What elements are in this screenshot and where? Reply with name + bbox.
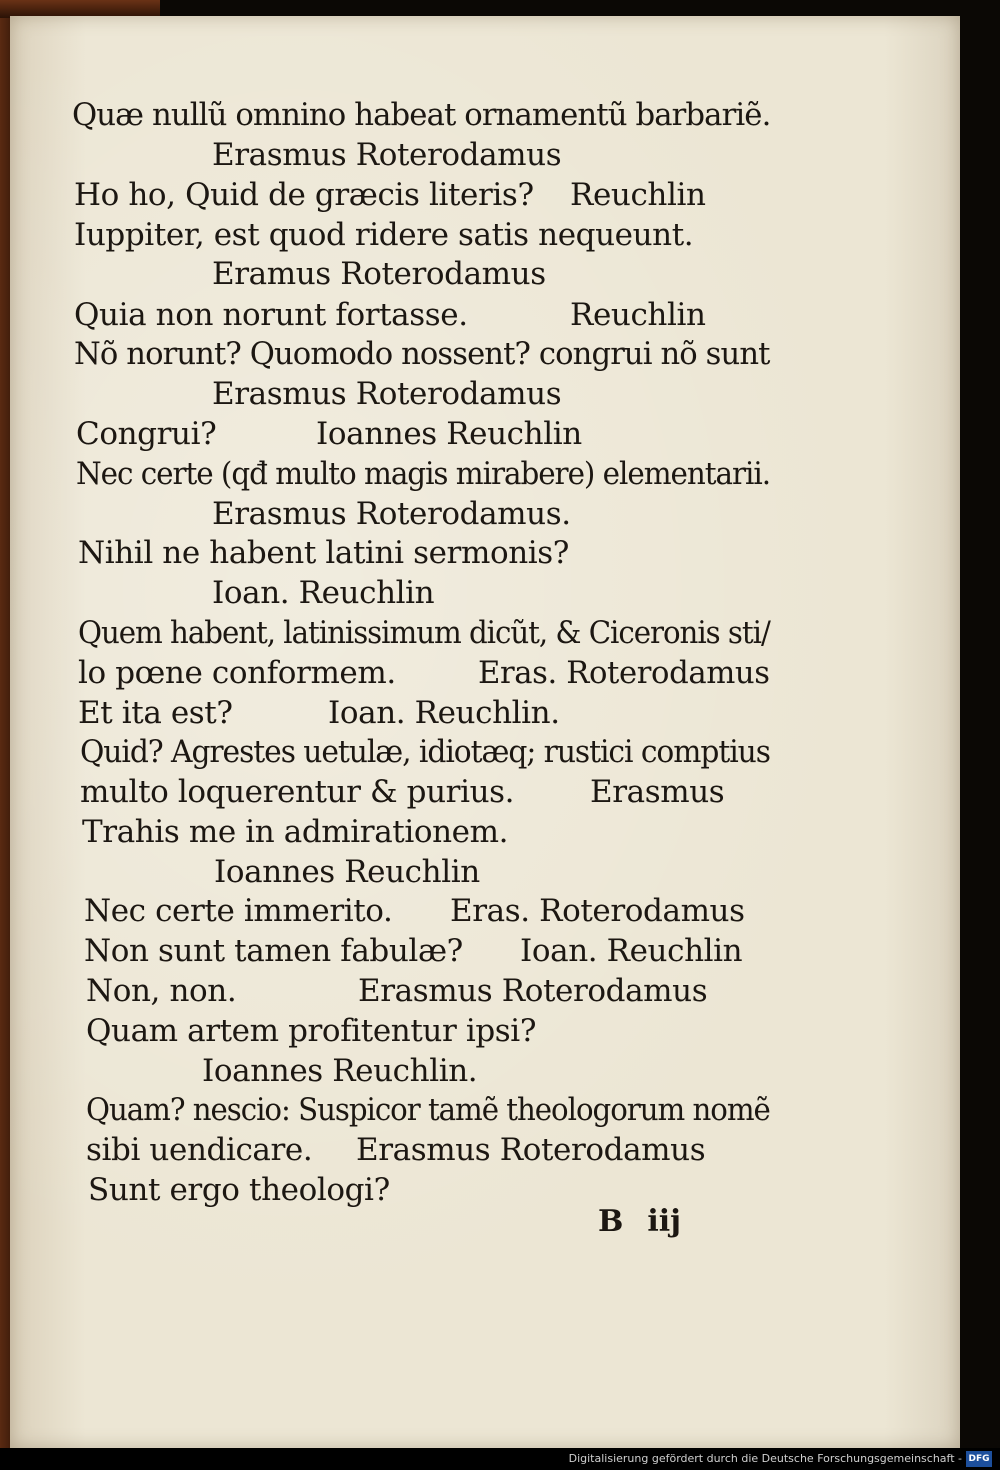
speaker-label: Eras. Roterodamus <box>478 655 770 691</box>
speaker-label: Erasmus Roterodamus <box>212 376 562 412</box>
speaker-label: Ioan. Reuchlin. <box>328 695 560 731</box>
text-line: Quam artem profitentur ipsi? <box>86 1013 537 1049</box>
speaker-label: Ioannes Reuchlin <box>214 854 480 890</box>
speaker-label: Ioan. Reuchlin <box>212 575 435 611</box>
text-line: Quæ nullũ omnino habeat ornamentũ barbariẽ. <box>72 97 771 133</box>
speaker-label: Reuchlin <box>570 177 706 213</box>
text-line: Sunt ergo theologi? <box>88 1172 390 1208</box>
speaker-label: Reuchlin <box>570 297 706 333</box>
speaker-label: Erasmus Roterodamus <box>358 973 708 1009</box>
text-line: Nec certe (qđ multo magis mirabere) elementarii. <box>76 456 771 492</box>
text-line: Quid? Agrestes uetulæ, idiotæq; rustici comptius <box>80 734 770 770</box>
signature-numeral: iij <box>647 1204 682 1239</box>
signature-mark <box>598 1204 681 1240</box>
speaker-label: Eramus Roterodamus <box>212 256 546 292</box>
text-line: Nihil ne habent latini sermonis? <box>78 535 570 571</box>
speaker-label: Erasmus Roterodamus <box>212 137 562 173</box>
funding-notice: Digitalisierung gefördert durch die Deutsche Forschungsgemeinschaft - <box>568 1452 962 1465</box>
text-line: Congrui? <box>76 416 217 452</box>
signature-letter: B <box>598 1204 624 1239</box>
text-line: Ho ho, Quid de græcis literis? <box>74 177 534 213</box>
text-line: Quia non norunt fortasse. <box>74 297 468 333</box>
speaker-label: Erasmus <box>590 774 725 810</box>
dfg-logo: DFG <box>966 1451 992 1467</box>
text-line: Nec certe immerito. <box>84 893 393 929</box>
speaker-label: Eras. Roterodamus <box>450 893 745 929</box>
text-line: Trahis me in admirationem. <box>82 814 509 850</box>
text-line: Iuppiter, est quod ridere satis nequeunt. <box>74 217 694 253</box>
text-line: lo pœne conformem. <box>78 655 396 691</box>
footer-bar <box>0 1448 1000 1470</box>
speaker-label: Ioannes Reuchlin <box>316 416 582 452</box>
text-line: Non, non. <box>86 973 237 1009</box>
text-line: Quem habent, latinissimum dicũt, & Ciceronis sti/ <box>78 615 770 651</box>
text-line: multo loquerentur & purius. <box>80 774 515 810</box>
text-line: Quam? nescio: Suspicor tamẽ theologorum nomẽ <box>86 1092 770 1128</box>
text-line: Et ita est? <box>78 695 233 731</box>
text-line: Nõ norunt? Quomodo nossent? congrui nõ sunt <box>74 336 770 372</box>
speaker-label: Erasmus Roterodamus. <box>212 496 571 532</box>
text-line: Non sunt tamen fabulæ? <box>84 933 463 969</box>
text-line: sibi uendicare. <box>86 1132 313 1168</box>
speaker-label: Erasmus Roterodamus <box>356 1132 706 1168</box>
speaker-label: Ioan. Reuchlin <box>520 933 743 969</box>
speaker-label: Ioannes Reuchlin. <box>202 1053 478 1089</box>
